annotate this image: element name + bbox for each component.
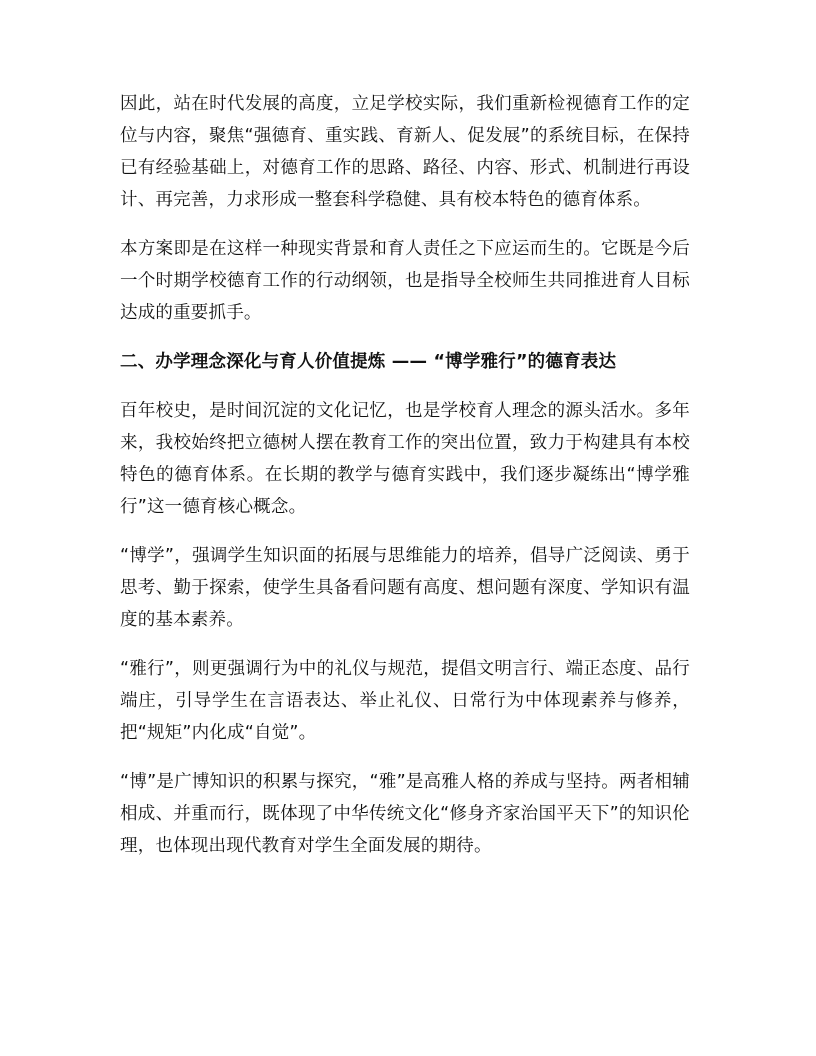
paragraph-5: “雅行”，则更强调行为中的礼仪与规范，提倡文明言行、端正态度、品行端庄，引导学生在言语表达、举止礼仪、日常行为中体现素养与修养，把“规矩”内化成“自觉”。	[120, 659, 690, 743]
paragraph-1: 因此，站在时代发展的高度，立足学校实际，我们重新检视德育工作的定位与内容，聚焦“强德育、重实践、育新人、促发展”的系统目标，在保持已有经验基础上，对德育工作的思路、路径、内容、形式、机制进行再设计、再完善，力求形成一整套科学稳健、具有校本特色的德育体系。	[120, 94, 690, 210]
section-heading: 二、办学理念深化与育人价值提炼 —— “博学雅行”的德育表达	[120, 352, 617, 372]
paragraph-4: “博学”，强调学生知识面的拓展与思维能力的培养，倡导广泛阅读、勇于思考、勤于探索，使学生具备看问题有高度、想问题有深度、学知识有温度的基本素养。	[120, 546, 690, 630]
paragraph-2: 本方案即是在这样一种现实背景和育人责任之下应运而生的。它既是今后一个时期学校德育工作的行动纲领，也是指导全校师生共同推进育人目标达成的重要抓手。	[120, 239, 690, 323]
document-page	[120, 88, 690, 879]
paragraph-3: 百年校史，是时间沉淀的文化记忆，也是学校育人理念的源头活水。多年来，我校始终把立德树人摆在教育工作的突出位置，致力于构建具有本校特色的德育体系。在长期的教学与德育实践中，我们逐步凝练出“博学雅行”这一德育核心概念。	[120, 401, 690, 517]
paragraph-6: “博”是广博知识的积累与探究，“雅”是高雅人格的养成与坚持。两者相辅相成、并重而行，既体现了中华传统文化“修身齐家治国平天下”的知识伦理，也体现出现代教育对学生全面发展的期待。	[120, 772, 690, 856]
